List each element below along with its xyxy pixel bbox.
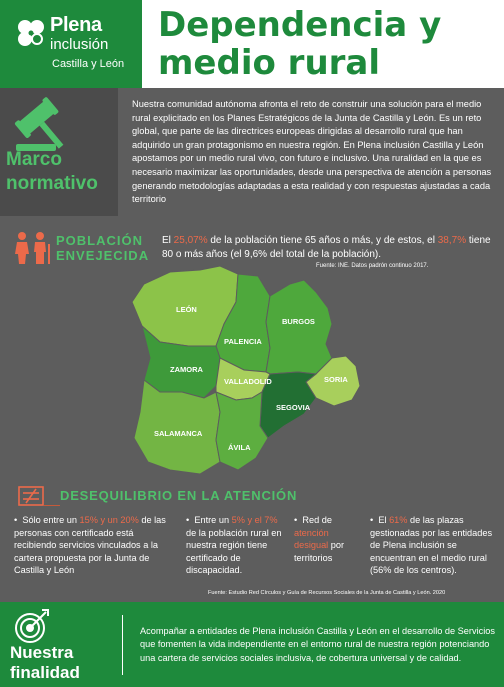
text-fragment: de la población rural en nuestra región tiene certificado de discapacidad.: [186, 527, 282, 576]
stat-highlight: 15% y un 20%: [79, 515, 139, 525]
target-icon: [14, 608, 50, 644]
text-fragment: Sólo entre un: [22, 515, 80, 525]
text-fragment: Entre un: [194, 515, 232, 525]
title-rule: [44, 505, 60, 506]
text-fragment: por territorios: [294, 540, 345, 563]
poblacion-source: Fuente: INE. Datos padrón continuo 2017.: [316, 263, 429, 269]
province-label: ZAMORA: [170, 365, 203, 374]
page-title: Dependencia y medio rural: [158, 5, 442, 83]
poblacion-title-line2: ENVEJECIDA: [56, 248, 150, 263]
stat-highlight: 61%: [389, 515, 408, 525]
poblacion-title-line1: POBLACIÓN: [56, 233, 143, 248]
logo-subtitle: inclusión: [50, 36, 109, 53]
text-fragment: de la población tiene 65 años o más, y de estos, el: [207, 235, 438, 246]
province-label: ÁVILA: [228, 443, 251, 452]
poblacion-title: [56, 233, 149, 263]
desequilibrio-source: Fuente: Estudio Red Círculos y Guía de Recursos Sociales de la Junta de Castilla y León. 2020: [208, 590, 446, 596]
marco-title-line2: normativo: [6, 173, 98, 194]
gavel-icon: [8, 96, 80, 156]
finalidad-title-line2: finalidad: [10, 663, 80, 682]
divider: [122, 615, 123, 675]
poblacion-text: [162, 234, 500, 262]
bullet-item: • Red de atención desigual por territorios: [294, 515, 345, 563]
province-label: SORIA: [324, 375, 348, 384]
logo-name: Plena: [50, 14, 102, 36]
province-burgos: [266, 280, 332, 374]
marco-title-line1: Marco: [6, 149, 62, 170]
bullet-item: • Entre un 5% y el 7% de la población rural en nuestra región tiene certificado de discapacidad.: [186, 515, 282, 576]
stat-highlight: 38,7%: [437, 235, 467, 246]
scale-imbalance-icon: [18, 486, 44, 506]
stat-highlight: atención desigual: [294, 527, 329, 551]
province-label: BURGOS: [282, 317, 315, 326]
marco-title: [6, 148, 98, 196]
text-fragment: tiene 80 o más años (el 9,6% del total de la población).: [162, 235, 491, 260]
elderly-people-icon: [12, 230, 52, 264]
clover-logo-icon: [16, 18, 46, 48]
bullet-item: • El 61% de las plazas gestionadas por las entidades de Plena inclusión se encuentran en el medio rural (56% de los centros).: [370, 515, 493, 576]
province-label: VALLADOLID: [224, 377, 272, 386]
province-label: SEGOVIA: [276, 403, 311, 412]
province-label: LEÓN: [176, 305, 197, 314]
province-label: SALAMANCA: [154, 429, 203, 438]
finalidad-title: [10, 643, 80, 683]
text-fragment: El: [378, 515, 390, 525]
logo-region: Castilla y León: [52, 58, 125, 70]
text-fragment: de las personas con certificado está recibiendo servicios vinculados a la cartera propuesta por la Junta de Castilla y León: [14, 515, 166, 576]
bullet-item: • Sólo entre un 15% y un 20% de las personas con certificado está recibiendo servicios vinculados a la cartera propuesta por la Junta de Castilla y León: [14, 515, 166, 576]
text-fragment: Red de: [302, 515, 332, 525]
finalidad-title-line1: Nuestra: [10, 643, 74, 662]
text-fragment: de las plazas gestionadas por las entidades de Plena inclusión se encuentran en el medio rural (56% de los centros).: [370, 515, 493, 576]
stat-highlight: 25,07%: [173, 235, 208, 246]
desequilibrio-title: DESEQUILIBRIO EN LA ATENCIÓN: [60, 488, 298, 503]
province-avila: [216, 392, 268, 470]
finalidad-text: Acompañar a entidades de Plena inclusión Castilla y León en el desarrollo de Servicios que fomenten la vida independiente en el entorno rural de nuestra región potenciando una cartera de servicios sociales inclusiva, de cobertura universal y de calidad.: [140, 626, 495, 663]
text-fragment: El: [162, 235, 174, 246]
castilla-leon-map: [120, 262, 360, 492]
stat-highlight: 5% y el 7%: [231, 515, 278, 525]
marco-text: Nuestra comunidad autónoma afronta el reto de construir una solución para el medio rural explicitado en los Planes Estratégicos de la Junta de Castilla y León. Es un reto global, que parte de las directrices europeas dirigidas al desarrollo rural que han adquirido un gran protagonismo en nuestra región. En Plena inclusión Castilla y León apostamos por un medio rural vivo, con futuro e inclusivo. Una ruralidad en la que es necesario maximizar las oportunidades, desde una perspectiva de atención a personas generando metodologías adaptadas a esta realidad y con respuestas ajustadas a cada territorio: [132, 99, 492, 205]
province-label: PALENCIA: [224, 337, 262, 346]
